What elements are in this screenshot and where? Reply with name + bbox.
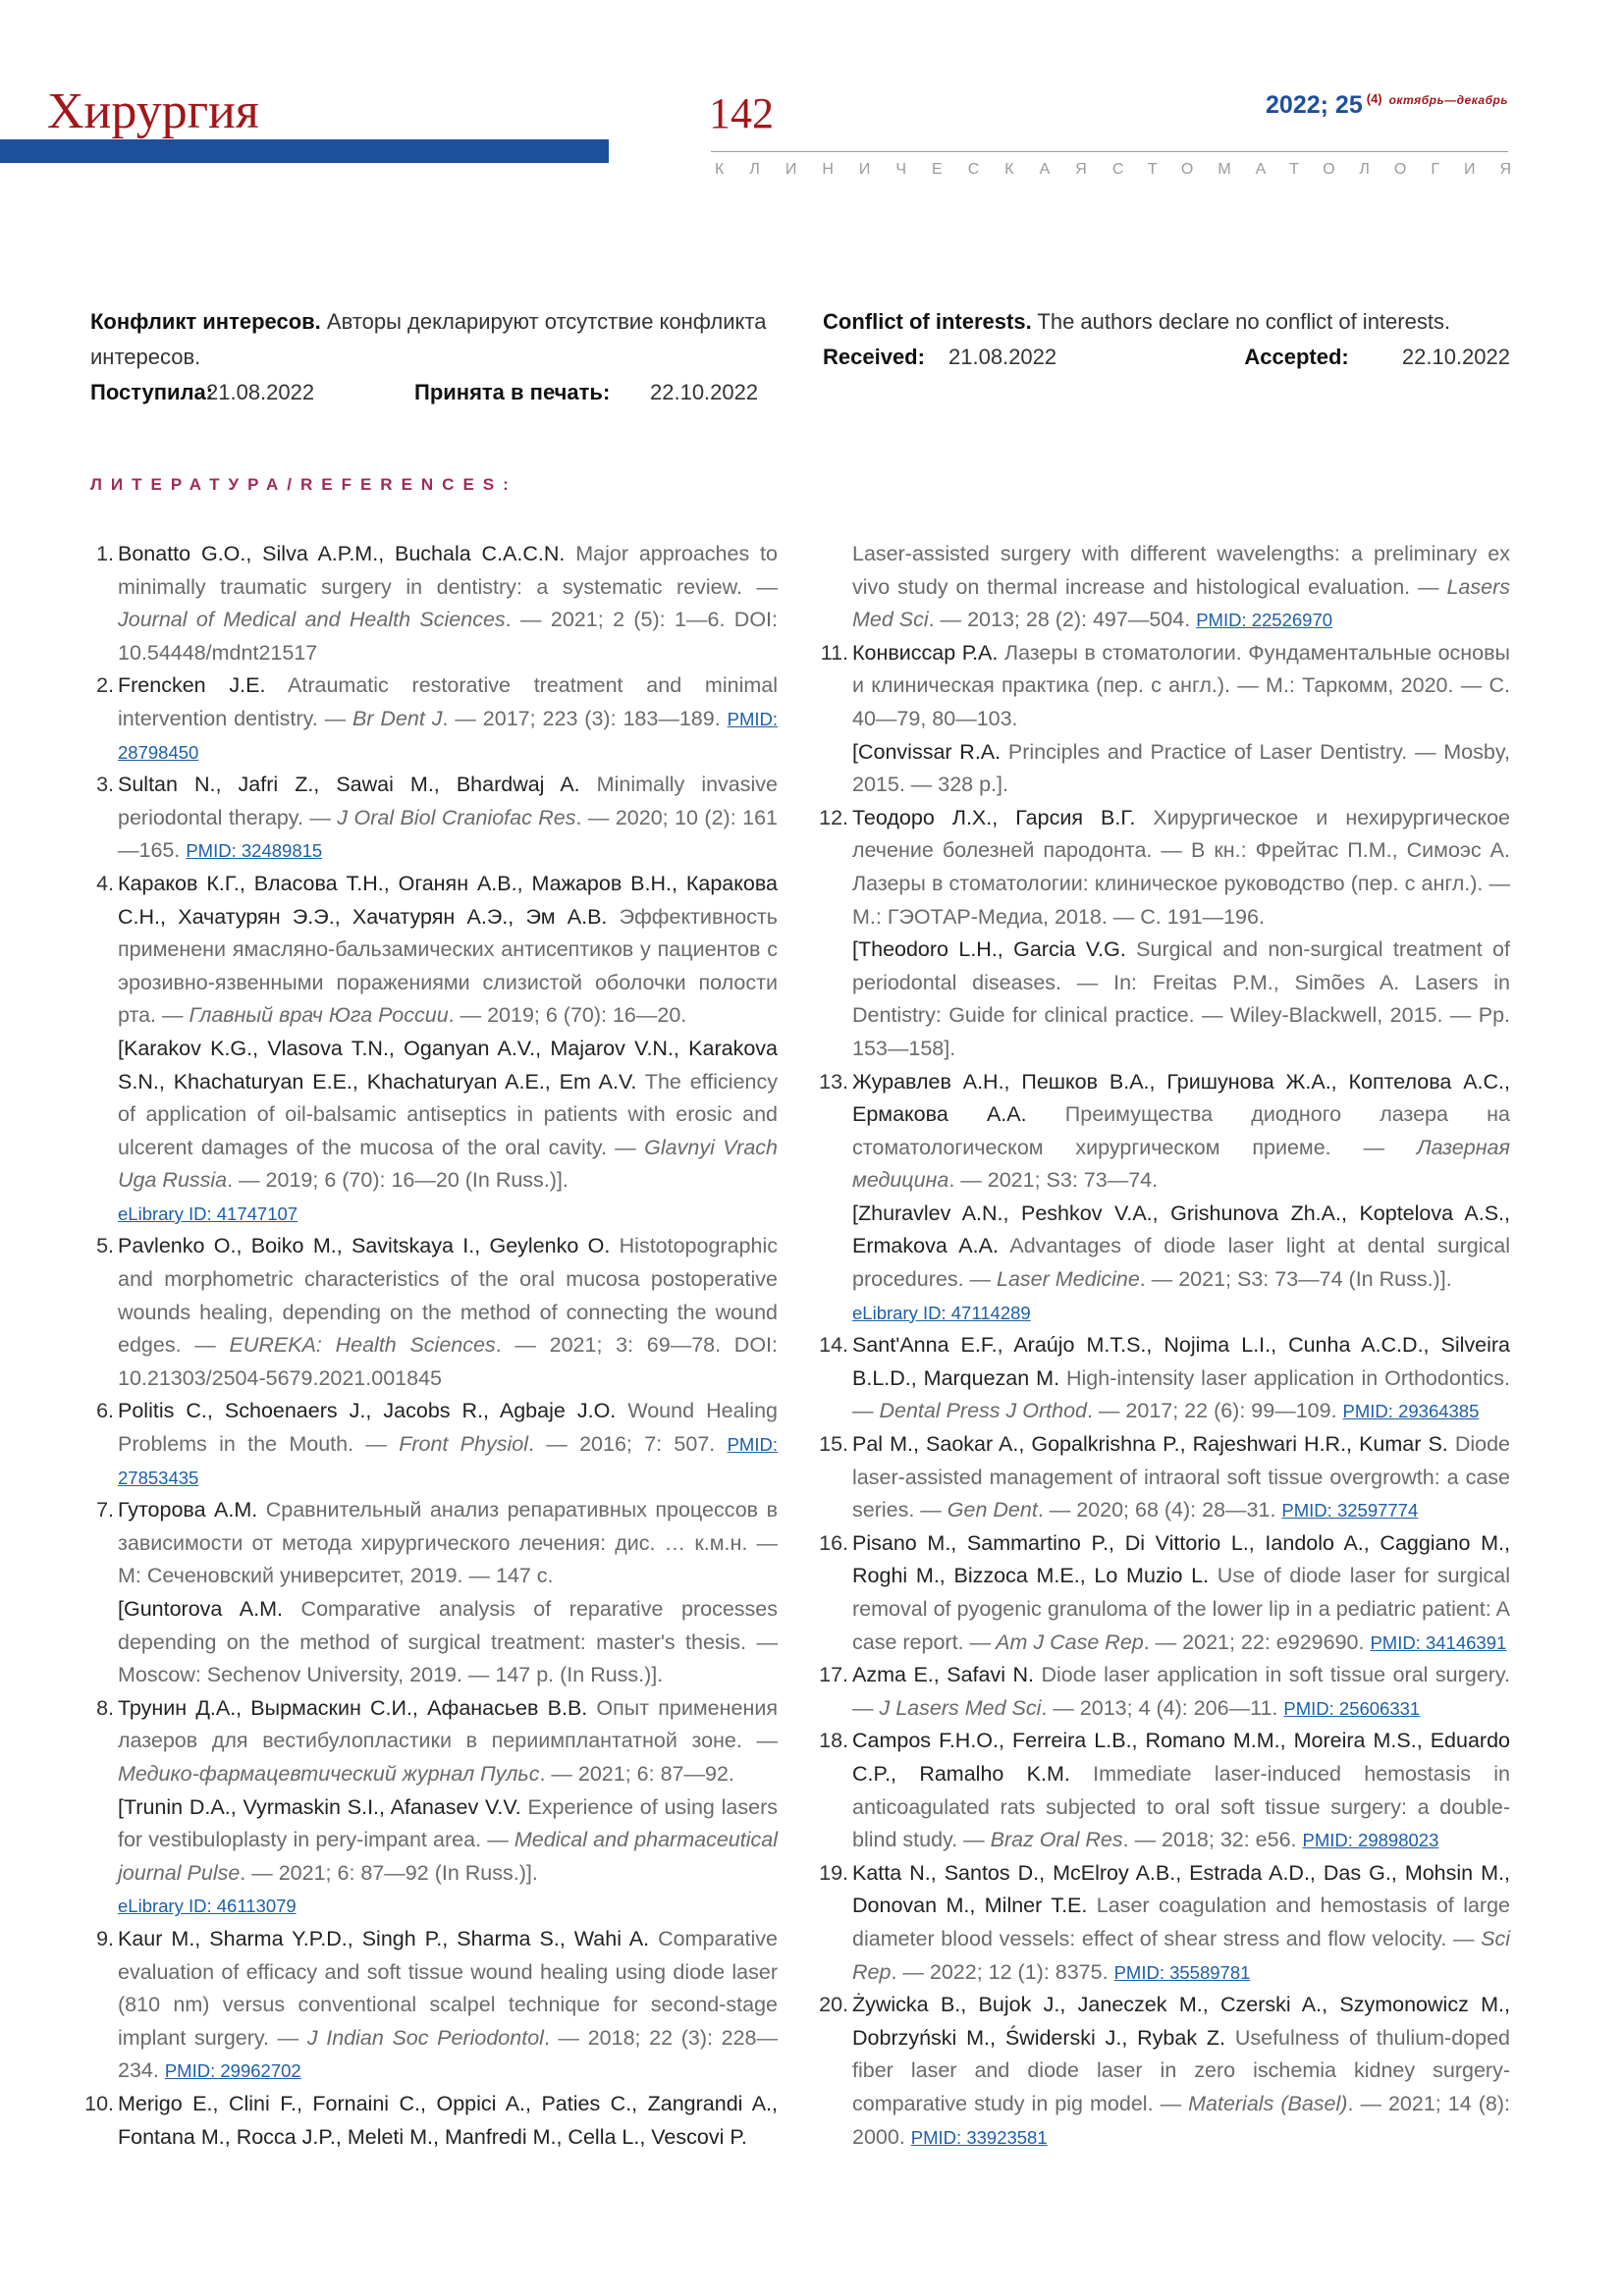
reference-authors: Politis C., Schoenaers J., Jacobs R., Agbaje J.O. — [118, 1399, 617, 1423]
reference-title: Advantages of diode laser light at dental surgical procedures. — — [852, 1234, 1510, 1292]
reference-title: Histotopographic and morphometric characteristics of the oral mucosa postoperative wounds healing, depending on the method of connecting the wound edges. — — [118, 1234, 778, 1358]
reference-translation — [118, 1791, 778, 1891]
reference-details: . — 2017; 223 (3): 183—189. — [442, 706, 721, 730]
reference-details: . — 2021; 2 (5): 1—6. DOI: 10.54448/mdnt21517 — [118, 608, 778, 665]
reference-number: 1. — [96, 542, 114, 565]
reference-authors: Frencken J.E. — [118, 673, 266, 698]
reference-item — [819, 1659, 1510, 1725]
article-meta-en — [823, 304, 1510, 375]
reference-details: . — 2021; 22: e929690. — [1143, 1629, 1365, 1654]
reference-details: . — 2021; 14 (8): 2000. — [852, 2091, 1510, 2149]
reference-journal: EUREKA: Health Sciences — [215, 1333, 496, 1358]
conflict-statement — [90, 304, 778, 375]
article-meta-ru — [90, 304, 778, 410]
reference-item — [819, 1857, 1511, 1989]
received-date: 21.08.2022 — [948, 345, 1057, 369]
reference-number: 7. — [96, 1498, 114, 1522]
reference-title: Comparative evaluation of efficacy and soft tissue wound healing using diode laser (810 nm) versus conventional scalpel technique for second-stage implant surgery. — — [118, 1926, 778, 2050]
reference-journal: Dental Press J Orthod — [873, 1399, 1087, 1423]
reference-item — [819, 1428, 1510, 1527]
dates-row — [90, 375, 778, 410]
conflict-statement — [823, 304, 1510, 340]
reference-title: Experience of using lasers for vestibuloplasty in pery-impant area. — — [118, 1794, 778, 1852]
reference-number: 16. — [819, 1530, 848, 1555]
reference-item — [852, 538, 1510, 637]
issue-number: (4) — [1366, 91, 1382, 106]
reference-authors: Katta N., Santos D., McElroy A.B., Estrada A.D., Das G., Mohsin M., Donovan M., Milner T.E. — [852, 1860, 1510, 1918]
reference-translation — [852, 934, 1510, 1065]
reference-journal: Главный врач Юга России — [183, 1003, 449, 1028]
reference-link[interactable]: PMID: 29962702 — [164, 2060, 301, 2082]
reference-number: 10. — [84, 2091, 114, 2115]
reference-authors: Pal M., Saokar A., Gopalkrishna P., Rajeshwari H.R., Kumar S. — [852, 1432, 1448, 1457]
reference-title: Atraumatic restorative treatment and minimal intervention dentistry. — — [118, 673, 778, 730]
reference-number: 8. — [96, 1695, 114, 1720]
reference-link[interactable]: PMID: 29898023 — [1302, 1830, 1439, 1851]
reference-journal: Front Physiol — [386, 1432, 528, 1457]
reference-journal: Braz Oral Res — [984, 1828, 1123, 1852]
reference-number: 4. — [96, 871, 114, 895]
reference-link[interactable]: PMID: 27853435 — [118, 1434, 778, 1488]
received-label: Received: — [823, 345, 925, 369]
conflict-text: Авторы декларируют отсутствие конфликта интересов. — [90, 309, 767, 369]
reference-authors: Żywicka B., Bujok J., Janeczek M., Czerski A., Szymonowicz M., Dobrzyński M., Świderski J., Rybak Z. — [852, 1993, 1510, 2050]
references-column-right — [819, 538, 1511, 2154]
reference-details: . — 2017; 22 (6): 99—109. — [1086, 1399, 1337, 1423]
reference-number: 13. — [819, 1069, 848, 1094]
reference-authors: Merigo E., Clini F., Fornaini C., Oppici A., Paties C., Zangrandi A., Fontana M., Rocca J.P., Meleti M., Manfredi M., Cella L., Vescovi P. — [118, 2091, 778, 2149]
reference-details: . — 2019; 6 (70): 16—20 (In Russ.)]. — [227, 1168, 568, 1193]
reference-journal: Gen Dent — [941, 1498, 1038, 1522]
reference-title: Surgical and non-surgical treatment of periodontal diseases. — In: Freitas P.M., Simões A. Lasers in Dentistry: Guide for clinical practice. — Wiley-Blackwell, 2015. — Pp. 153—158]. — [852, 937, 1510, 1060]
reference-title: Laser coagulation and hemostasis of large diameter blood vessels: effect of shear stress and flow velocity. — — [852, 1894, 1511, 1950]
reference-journal: Am J Case Rep — [991, 1629, 1144, 1654]
issue-volume: 25 — [1334, 91, 1363, 119]
header-rule — [711, 151, 1508, 152]
references-heading: ЛИТЕРАТУРА/REFERENCES: — [90, 475, 517, 494]
reference-authors: [Karakov K.G., Vlasova T.N., Oganyan A.V., Majarov V.N., Karakova S.N., Khachaturyan E.E., Khachaturyan A.E., Em A.V. — [118, 1036, 778, 1094]
reference-details: . — 2022; 12 (1): 8375. — [891, 1959, 1109, 1984]
accepted-label: Accepted: — [1244, 345, 1349, 369]
reference-item — [96, 669, 778, 769]
journal-name-word: КЛИНИЧЕСКАЯ — [715, 161, 1112, 178]
reference-item — [96, 1494, 778, 1692]
reference-item — [820, 637, 1510, 802]
reference-journal: Materials (Basel) — [1181, 2091, 1348, 2115]
reference-journal: Медико-фармацевтический журнал Пульс — [118, 1761, 540, 1786]
reference-authors: Теодоро Л.Х., Гарсия В.Г. — [852, 805, 1136, 829]
reference-number: 2. — [96, 673, 114, 698]
reference-details: . — 2019; 6 (70): 16—20. — [448, 1003, 687, 1028]
reference-item — [96, 868, 778, 1231]
reference-number: 17. — [819, 1663, 848, 1687]
reference-number: 5. — [96, 1234, 114, 1258]
received-label: Поступила: — [90, 380, 214, 404]
reference-title: Use of diode laser for surgical removal of pyogenic granuloma of the lower lip in a pediatric patient: A case report. — — [852, 1564, 1510, 1654]
reference-details: . — 2020; 68 (4): 28—31. — [1037, 1498, 1276, 1522]
reference-authors: [Theodoro L.H., Garcia V.G. — [852, 937, 1126, 962]
reference-link[interactable]: PMID: 25606331 — [1283, 1697, 1421, 1719]
reference-item — [819, 802, 1510, 1066]
reference-number: 18. — [819, 1729, 848, 1753]
reference-translation — [118, 1033, 778, 1198]
reference-title: Comparative analysis of reparative processes depending on the method of surgical treatment: master's thesis. — Moscow: Sechenov University, 2019. — 147 p. (In Russ.)]. — [118, 1597, 778, 1687]
reference-link[interactable]: PMID: 35589781 — [1113, 1961, 1251, 1983]
reference-authors: Конвиссар Р.А. — [852, 640, 999, 665]
reference-item — [819, 1725, 1511, 1856]
reference-journal: Medical and pharmaceutical journal Pulse — [118, 1828, 778, 1885]
reference-title: Immediate laser-induced hemostasis in anticoagulated rats subjected to oral soft tissue surgery: a double-blind study. — — [852, 1761, 1511, 1852]
section-title: Хирургия — [47, 83, 259, 139]
reference-title: Major approaches to minimally traumatic surgery in dentistry: a systematic review. — — [118, 542, 778, 599]
reference-details: . — 2021; S3: 73—74. — [948, 1168, 1159, 1193]
reference-title: Diode laser-assisted management of intraoral soft tissue overgrowth: a case series. — — [852, 1432, 1510, 1522]
accepted-label: Принята в печать: — [414, 380, 611, 404]
references-column-left — [84, 538, 779, 2154]
received-date: 21.08.2022 — [206, 380, 315, 404]
reference-journal: Glavnyi Vrach Uga Russia — [118, 1135, 778, 1193]
conflict-label: Conflict of interests. — [823, 309, 1032, 334]
reference-link[interactable]: eLibrary ID: 46113079 — [118, 1896, 297, 1917]
reference-details: . — 2021; 3: 69—78. DOI: 10.21303/2504-5679.2021.001845 — [118, 1333, 779, 1390]
reference-authors: Bonatto G.O., Silva A.P.M., Buchala C.A.C.N. — [118, 542, 566, 565]
reference-title: Minimally invasive periodontal therapy. — — [118, 773, 778, 829]
reference-link[interactable]: PMID: 33923581 — [910, 2126, 1048, 2148]
reference-link[interactable]: PMID: 22526970 — [1196, 610, 1333, 631]
reference-journal: Лазерная медицина — [852, 1135, 1510, 1193]
reference-item — [96, 1395, 778, 1494]
reference-authors: [Convissar R.A. — [852, 739, 1001, 764]
reference-authors: Журавлев А.Н., Пешков В.А., Гришунова Ж.А., Коптелова А.С., Ермакова А.А. — [852, 1069, 1510, 1127]
reference-journal: Journal of Medical and Health Sciences — [118, 608, 506, 632]
reference-number: 3. — [96, 773, 114, 797]
issue-period: октябрь—декабрь — [1388, 93, 1508, 107]
reference-authors: Pavlenko O., Boiko M., Savitskaya I., Geylenko O. — [118, 1234, 611, 1258]
reference-title: Эффективность применени ямасляно-бальзамических антисептиков у пациентов с эрозивно-язвенными поражениями слизистой оболочки полости рта. — — [118, 904, 778, 1028]
reference-item — [96, 1923, 778, 2088]
reference-authors: [Guntorova A.M. — [118, 1597, 283, 1621]
issue-year: 2022; — [1266, 91, 1328, 119]
reference-authors: Трунин Д.А., Вырмаскин С.И., Афанасьев В.В. — [118, 1695, 588, 1720]
reference-number: 14. — [819, 1333, 848, 1358]
reference-title: Diode laser application in soft tissue oral surgery. — — [852, 1663, 1510, 1720]
reference-journal: Laser Medicine — [991, 1267, 1140, 1292]
reference-journal: J Indian Soc Periodontol — [298, 2025, 544, 2050]
reference-item — [819, 1989, 1511, 2154]
reference-translation — [852, 1198, 1510, 1297]
conflict-text: The authors declare no conflict of interests. — [1031, 309, 1451, 334]
accepted-date: 22.10.2022 — [650, 380, 759, 404]
reference-translation — [118, 1593, 778, 1692]
reference-details: . — 2021; S3: 73—74 (In Russ.)]. — [1139, 1267, 1452, 1292]
reference-item — [819, 1527, 1510, 1659]
reference-link[interactable]: eLibrary ID: 47114289 — [852, 1302, 1031, 1323]
reference-number: 11. — [820, 640, 848, 665]
reference-number: 19. — [819, 1860, 848, 1885]
reference-journal: Sci Rep — [852, 1926, 1510, 1984]
reference-title: Опыт применения лазеров для вестибулопластики в периимплантатной зоне. — — [118, 1695, 778, 1753]
reference-details: . — 2016; 7: 507. — [528, 1432, 716, 1457]
reference-authors: Kaur M., Sharma Y.P.D., Singh P., Sharma S., Wahi A. — [118, 1926, 650, 1950]
reference-link[interactable]: PMID: 29364385 — [1342, 1401, 1480, 1422]
reference-item — [96, 538, 778, 669]
reference-journal: Br Dent J — [346, 706, 443, 730]
reference-link[interactable]: PMID: 34146391 — [1370, 1631, 1507, 1653]
reference-item — [819, 1066, 1510, 1330]
reference-authors: Гуторова А.М. — [118, 1498, 258, 1522]
journal-name — [715, 161, 1537, 178]
accepted-date: 22.10.2022 — [1401, 345, 1510, 369]
reference-title: Laser-assisted surgery with different wavelengths: a preliminary ex vivo study on thermal increase and histological evaluation. — — [852, 542, 1510, 599]
dates-row — [823, 340, 1510, 375]
reference-details: . — 2013; 4 (4): 206—11. — [1041, 1695, 1278, 1720]
reference-translation — [852, 736, 1510, 802]
reference-title: Principles and Practice of Laser Dentistry. — Mosby, 2015. — 328 p.]. — [852, 739, 1510, 797]
reference-number: 6. — [96, 1399, 114, 1423]
reference-link[interactable]: PMID: 28798450 — [118, 708, 778, 763]
reference-item — [96, 1230, 779, 1395]
reference-number: 12. — [819, 805, 848, 829]
reference-number: 20. — [819, 1993, 848, 2017]
reference-item — [819, 1329, 1510, 1428]
reference-number: 9. — [96, 1926, 114, 1950]
reference-authors: Караков К.Г., Власова Т.Н., Оганян А.В., Мажаров В.Н., Каракова С.Н., Хачатурян Э.Э., Хачатурян А.Э., Эм А.В. — [118, 871, 778, 929]
reference-link[interactable]: PMID: 32489815 — [186, 840, 323, 862]
reference-number: 15. — [819, 1432, 848, 1457]
reference-link[interactable]: eLibrary ID: 41747107 — [118, 1202, 298, 1224]
reference-authors: [Trunin D.A., Vyrmaskin S.I., Afanasev V.V. — [118, 1794, 521, 1819]
reference-authors: Pisano M., Sammartino P., Di Vittorio L., Iandolo A., Caggiano M., Roghi M., Bizzoca M.E., Lo Muzio L. — [852, 1530, 1510, 1588]
reference-journal: Lasers Med Sci — [852, 574, 1510, 632]
reference-details: . — 2018; 22 (3): 228—234. — [118, 2025, 778, 2083]
reference-title: Сравнительный анализ репаративных процессов в зависимости от метода хирургического лечения: дис. … к.м.н. — М: Сеченовский университет, 2019. — 147 с. — [118, 1498, 778, 1588]
reference-journal: J Oral Biol Craniofac Res — [330, 805, 576, 829]
reference-title: High-intensity laser application in Orthodontics. — — [852, 1365, 1510, 1423]
reference-details: . — 2020; 10 (2): 161—165. — [118, 805, 778, 863]
reference-details: . — 2013; 28 (2): 497—504. — [928, 608, 1191, 632]
reference-authors: Sant'Anna E.F., Araújo M.T.S., Nojima L.I., Cunha A.C.D., Silveira B.L.D., Marquezan M. — [852, 1333, 1510, 1390]
issue-info — [1266, 92, 1508, 118]
reference-authors: Azma E., Safavi N. — [852, 1663, 1034, 1687]
page-number: 142 — [709, 89, 774, 137]
reference-details: . — 2021; 6: 87—92 (In Russ.)]. — [240, 1860, 538, 1885]
reference-details: . — 2021; 6: 87—92. — [539, 1761, 734, 1786]
reference-authors: Campos F.H.O., Ferreira L.B., Romano M.M., Moreira M.S., Eduardo C.P., Ramalho K.M. — [852, 1729, 1510, 1786]
reference-title: Wound Healing Problems in the Mouth. — — [118, 1399, 778, 1457]
reference-title: Хирургическое и нехирургическое лечение болезней пародонта. — В кн.: Фрейтас П.М., Симоэс А. Лазеры в стоматологии: клиническое руководство (пер. с англ.). — М.: ГЭОТАР-Медиа, 2018. — С. 191—196. — [852, 805, 1510, 929]
reference-item — [96, 1692, 778, 1923]
reference-link[interactable]: PMID: 32597774 — [1281, 1500, 1419, 1522]
conflict-label: Конфликт интересов. — [90, 309, 321, 334]
reference-title: The efficiency of application of oil-balsamic antiseptics in patients with erosic and ulcerent damages of the mucosa of the oral cavity. — — [118, 1069, 778, 1159]
section-color-bar — [0, 139, 609, 163]
reference-authors: Sultan N., Jafri Z., Sawai M., Bhardwaj A. — [118, 773, 580, 797]
journal-name-word: СТОМАТОЛОГИЯ — [1111, 161, 1537, 178]
reference-journal: J Lasers Med Sci — [873, 1695, 1042, 1720]
reference-title: Лазеры в стоматологии. Фундаментальные основы и клиническая практика (пер. с англ.). — М.: Таркомм, 2020. — С. 40—79, 80—103. — [852, 640, 1510, 730]
reference-title: Преимущества диодного лазера на стоматологическом хирургическом приеме. — — [852, 1102, 1510, 1159]
reference-title: Usefulness of thulium-doped fiber laser and diode laser in zero ischemia kidney surgery-comparative study in pig model. — — [852, 2025, 1511, 2115]
reference-item — [96, 769, 778, 868]
reference-item — [84, 2088, 778, 2154]
reference-authors: [Zhuravlev A.N., Peshkov V.A., Grishunova Zh.A., Koptelova A.S., Ermakova A.A. — [852, 1201, 1510, 1258]
reference-details: . — 2018; 32: e56. — [1122, 1828, 1297, 1852]
